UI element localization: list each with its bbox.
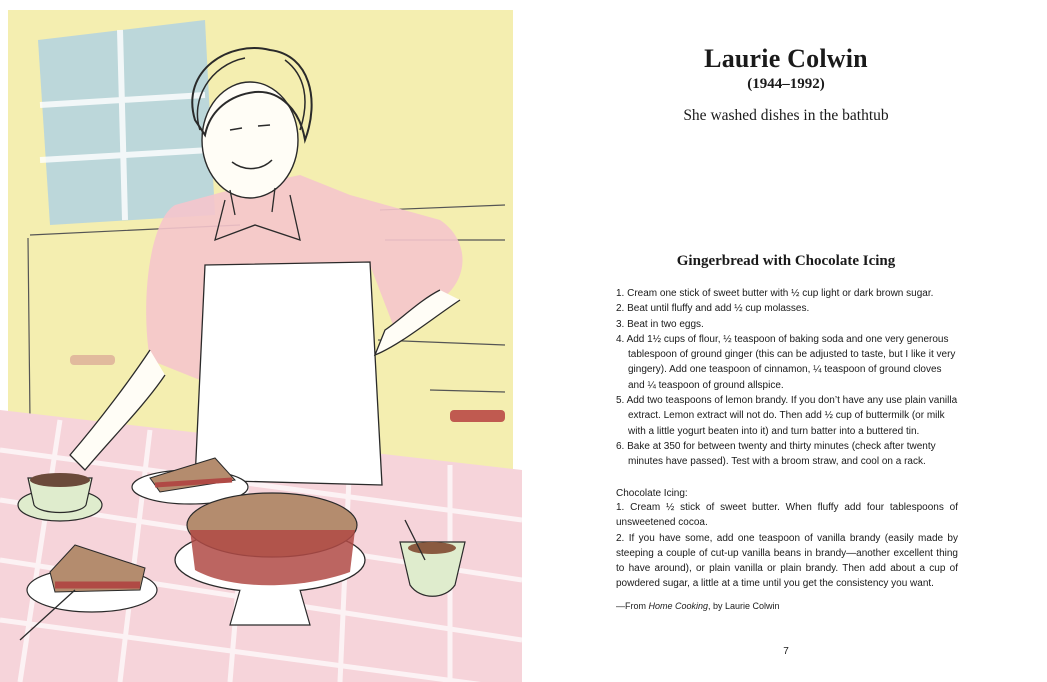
recipe-step: 4. Add 1½ cups of flour, ½ teaspoon of baking soda and one very generous tablespoon of ground ginger (this can be adjusted to taste, but I like it very gingery). Add one teaspoon of cinnamon, ¼ teaspoon of ground cloves and ¼ teaspoon of ground allspice.	[616, 333, 956, 391]
recipe-title: Gingerbread with Chocolate Icing	[676, 253, 896, 269]
recipe-step: 1. Cream one stick of sweet butter with ½ cup light or dark brown sugar.	[616, 288, 934, 299]
title-block	[530, 44, 1042, 125]
recipe-steps	[616, 286, 958, 470]
page-number: 7	[783, 646, 789, 657]
source-credit	[616, 600, 958, 613]
apron	[195, 262, 382, 485]
text-page	[530, 0, 1047, 682]
icing-step: 1. Cream ½ stick of sweet butter. When fluffy add four tablespoons of unsweetened cocoa.	[616, 502, 958, 529]
cabinet-handle-left	[70, 355, 115, 365]
icing-heading: Chocolate Icing:	[616, 488, 688, 499]
author-name: Laurie Colwin	[704, 44, 868, 73]
source-suffix: , by Laurie Colwin	[708, 601, 780, 611]
tagline: She washed dishes in the bathtub	[683, 107, 889, 124]
recipe-step: 3. Beat in two eggs.	[616, 318, 704, 330]
cake-side	[190, 530, 355, 585]
source-prefix: —From	[616, 601, 649, 611]
recipe-step: 5. Add two teaspoons of lemon brandy. If you don’t have any use plain vanilla extract. Lemon extract will not do. Then add ½ cup of buttermilk (or milk with a little yogurt beaten into it) and turn batter into a buttered tin.	[616, 395, 958, 437]
recipe-step: 2. Beat until fluffy and add ½ cup molasses.	[616, 303, 810, 315]
illustration	[0, 0, 522, 682]
source-book-title: Home Cooking	[648, 601, 709, 611]
icing-step: 2. If you have some, add one teaspoon of vanilla brandy (easily made by steeping a couple of cut-up vanilla beans in brandy—another excellent thing to have around), or plain vanilla or plain brandy. Then add about a cup of powdered sugar, a little at a time until you get the consistency you want.	[616, 532, 958, 590]
icing-steps	[616, 500, 958, 592]
recipe-step: 6. Bake at 350 for between twenty and thirty minutes (check after twenty minutes have passed). Test with a broom straw, and cool on a rack.	[616, 440, 936, 468]
woman-baking-icon	[0, 0, 522, 682]
life-dates: (1944–1992)	[747, 76, 825, 92]
cabinet-handle	[450, 410, 505, 422]
